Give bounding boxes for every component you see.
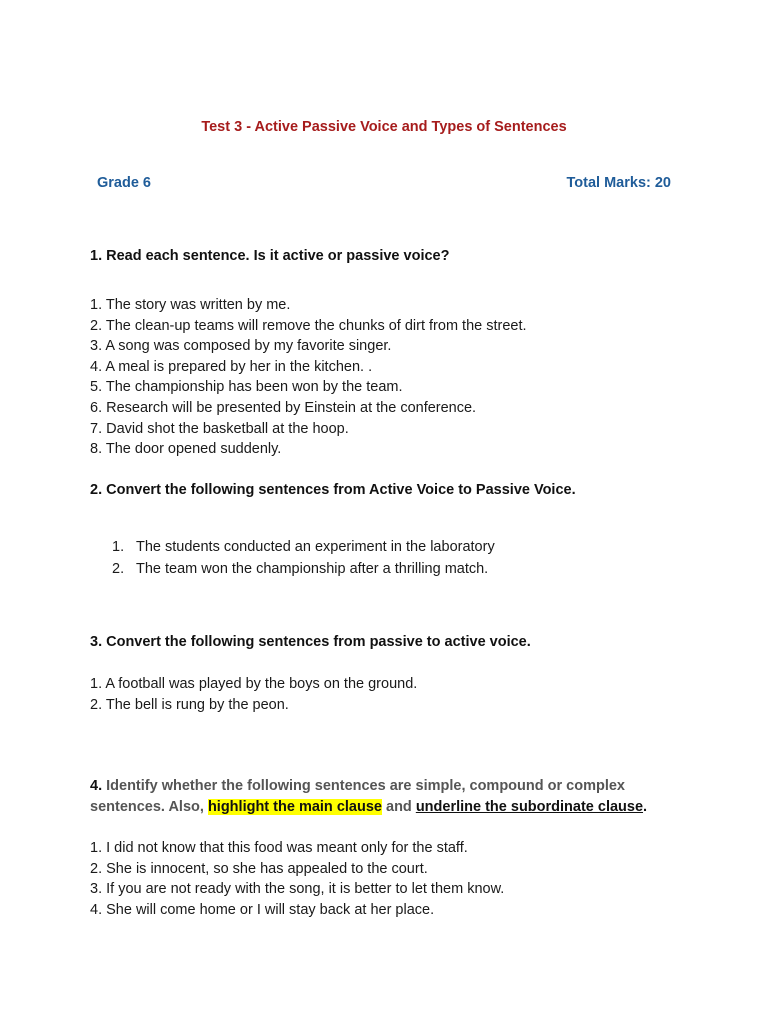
- q4-highlight-text: highlight the main clause: [207, 799, 382, 815]
- list-item: 5. The championship has been won by the team.: [90, 379, 403, 396]
- list-item-text: The students conducted an experiment in the laboratory: [136, 539, 495, 555]
- list-item: [112, 559, 495, 581]
- q4-heading: [90, 776, 690, 818]
- list-item: 8. The door opened suddenly.: [90, 441, 282, 458]
- list-item: 3. If you are not ready with the song, it is better to let them know.: [90, 881, 505, 898]
- q4-intro: Identify whether the following sentences are simple, compound or complex sentences. Also,: [90, 778, 625, 815]
- q3-list: [90, 674, 417, 715]
- grade-label: Grade 6: [97, 175, 151, 191]
- list-item: 1. I did not know that this food was meant only for the staff.: [90, 840, 468, 856]
- q4-and: and: [386, 799, 412, 815]
- list-item: 6. Research will be presented by Einstein at the conference.: [90, 399, 477, 416]
- list-item: 2. The bell is rung by the peon.: [90, 696, 289, 713]
- q2-heading: 2. Convert the following sentences from Active Voice to Passive Voice.: [90, 482, 576, 498]
- q4-underline-text: underline the subordinate clause: [415, 799, 644, 815]
- list-item-text: The team won the championship after a thrilling match.: [136, 560, 489, 577]
- page-title: Test 3 - Active Passive Voice and Types of Sentences: [201, 119, 567, 135]
- q3-heading: 3. Convert the following sentences from passive to active voice.: [90, 634, 531, 650]
- list-item: 2. The clean-up teams will remove the chunks of dirt from the street.: [90, 317, 527, 334]
- list-item: 4. She will come home or I will stay back at her place.: [90, 901, 435, 918]
- total-marks-label: Total Marks: 20: [566, 175, 671, 191]
- list-item-number: 2.: [112, 560, 125, 577]
- list-item: [112, 537, 495, 559]
- q4-period: .: [643, 799, 648, 815]
- q4-number: 4.: [90, 778, 103, 794]
- list-item: 2. She is innocent, so she has appealed to the court.: [90, 860, 428, 877]
- list-item-number: 1.: [112, 539, 125, 555]
- list-item: 7. David shot the basketball at the hoop.: [90, 420, 349, 437]
- list-item: 3. A song was composed by my favorite singer.: [90, 338, 392, 355]
- q1-heading: 1. Read each sentence. Is it active or passive voice?: [90, 248, 450, 264]
- q1-list: [90, 295, 527, 460]
- q4-list: [90, 838, 504, 920]
- list-item: 1. A football was played by the boys on the ground.: [90, 676, 418, 692]
- list-item: 1. The story was written by me.: [90, 297, 291, 313]
- q2-list: [112, 537, 495, 580]
- list-item: 4. A meal is prepared by her in the kitchen. .: [90, 358, 373, 375]
